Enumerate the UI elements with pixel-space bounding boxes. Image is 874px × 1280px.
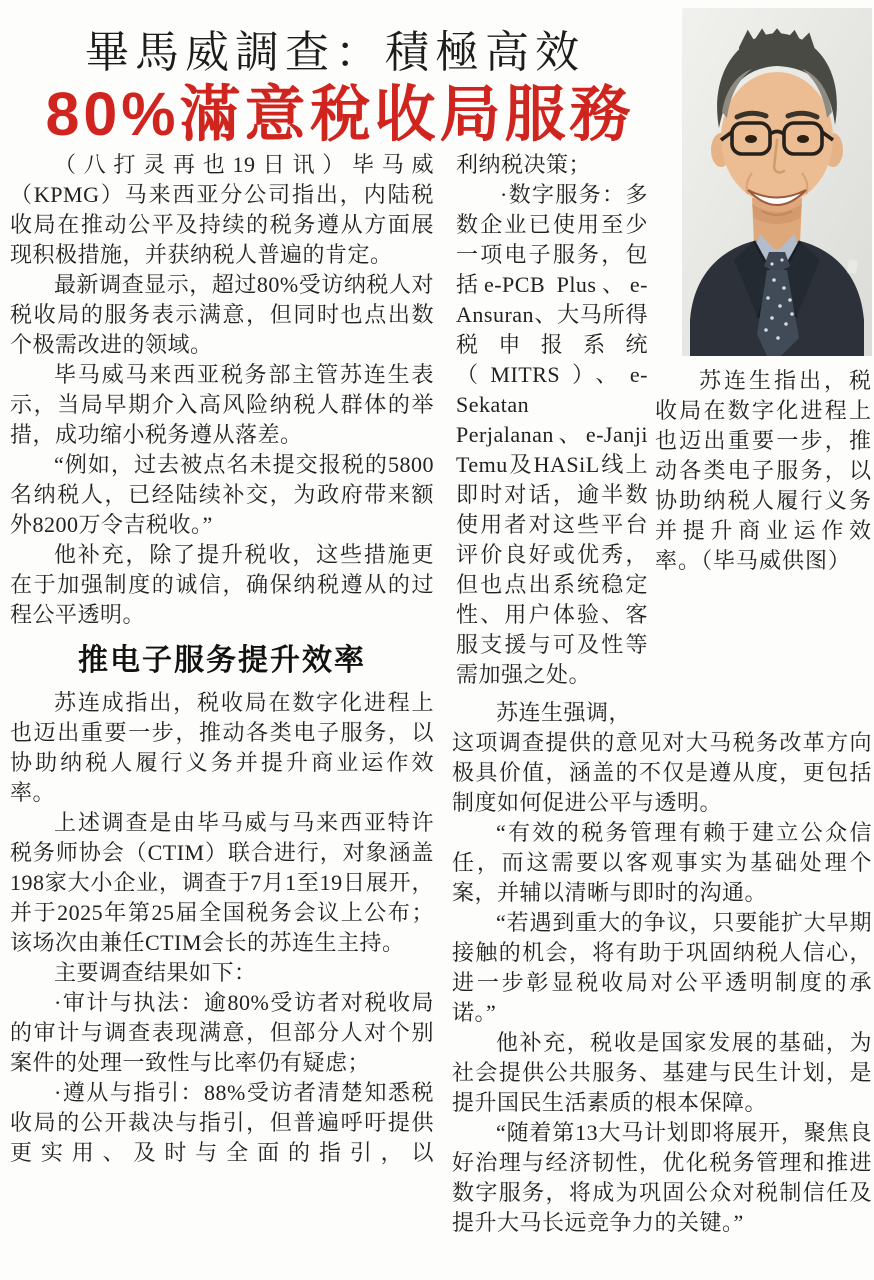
paragraph-continuation: 这项调查提供的意见对大马税务改革方向极具价值，涵盖的不仅是遵从度，更包括制度如何促进公平与透明。	[452, 730, 872, 815]
paragraph: 他补充，税收是国家发展的基础，为社会提供公共服务、基建与民生计划，是提升国民生活素质的根本保障。	[452, 1030, 872, 1115]
paragraph: “若遇到重大的争议，只要能扩大早期接触的机会，将有助于巩固纳税人信心，进一步彰显税收局对公平透明制度的承诺。”	[452, 910, 872, 1025]
column-left	[10, 150, 434, 1168]
article-headline: 80%滿意稅收局服務	[45, 80, 635, 148]
bullet-paragraph: ·数字服务：多数企业已使用至少一项电子服务，包括e-PCB Plus、e-Ansuran、大马所得税申报系统（MITRS）、e-Sekatan Perjalanan、e-Janji Temu及HASiL线上即时对话，逾半数使用者对这些平台评价良好或优秀，但也点出系统稳定性、用户体验、客服支援与可及性等需加强之处。	[456, 182, 648, 687]
paragraph-continuation: 利纳税决策；	[456, 152, 592, 177]
section-subheading: 推电子服务提升效率	[78, 644, 366, 677]
face	[721, 72, 833, 204]
portrait-illustration	[682, 8, 872, 356]
paragraph: 毕马威马来西亚税务部主管苏连生表示，当局早期介入高风险纳税人群体的举措，成功缩小税务遵从落差。	[10, 362, 434, 447]
article-kicker: 畢馬威調查：積極高效	[85, 28, 585, 77]
paragraph: 上述调查是由毕马威与马来西亚特许税务师协会（CTIM）联合进行，对象涵盖198家大小企业，调查于7月1至19日展开，并于2025年第25届全国税务会议上公布；该场次由兼任CTIM会长的苏连生主持。	[10, 810, 434, 955]
bullet-paragraph: ·遵从与指引：88%受访者清楚知悉税收局的公开裁决与指引，但普遍呼吁提供更实用、及时与全面的指引，以	[10, 1080, 434, 1165]
paragraph: 最新调查显示，超过80%受访纳税人对税收局的服务表示满意，但同时也点出数个极需改进的领域。	[10, 272, 434, 357]
paragraph: 苏连成指出，税收局在数字化进程上也迈出重要一步，推动各类电子服务，以协助纳税人履行义务并提升商业运作效率。	[10, 690, 434, 805]
paragraph: （八打灵再也19日讯）毕马威（KPMG）马来西亚分公司指出，内陆税收局在推动公平及持续的税务遵从方面展现积极措施，并获纳税人普遍的肯定。	[10, 152, 434, 267]
photo-caption: 苏连生指出，税收局在数字化进程上也迈出重要一步，推动各类电子服务，以协助纳税人履行义务并提升商业运作效率。（毕马威供图）	[655, 368, 872, 573]
paragraph: “随着第13大马计划即将展开，聚焦良好治理与经济韧性，优化税务管理和推进数字服务，将成为巩固公众对税制信任及提升大马长远竞争力的关键。”	[452, 1120, 872, 1235]
paragraph: “有效的税务管理有赖于建立公众信任，而这需要以客观事实为基础处理个案，并辅以清晰与即时的沟通。	[452, 820, 872, 905]
paragraph: “例如，过去被点名未提交报税的5800名纳税人，已经陆续补交，为政府带来额外8200万令吉税收。”	[10, 452, 434, 537]
paragraph-lead-line: 苏连生强调，	[496, 700, 632, 725]
bullet-paragraph: ·审计与执法：逾80%受访者对税收局的审计与调查表现满意，但部分人对个别案件的处理一致性与比率仍有疑虑；	[10, 990, 434, 1075]
paragraph: 主要调查结果如下：	[54, 960, 257, 985]
lapel-pin	[847, 260, 858, 274]
paragraph: 他补充，除了提升税收，这些措施更在于加强制度的诚信，确保纳税遵从的过程公平透明。	[10, 542, 434, 627]
column-middle	[456, 150, 648, 690]
portrait-photo	[682, 8, 872, 356]
column-wide	[452, 698, 872, 1238]
